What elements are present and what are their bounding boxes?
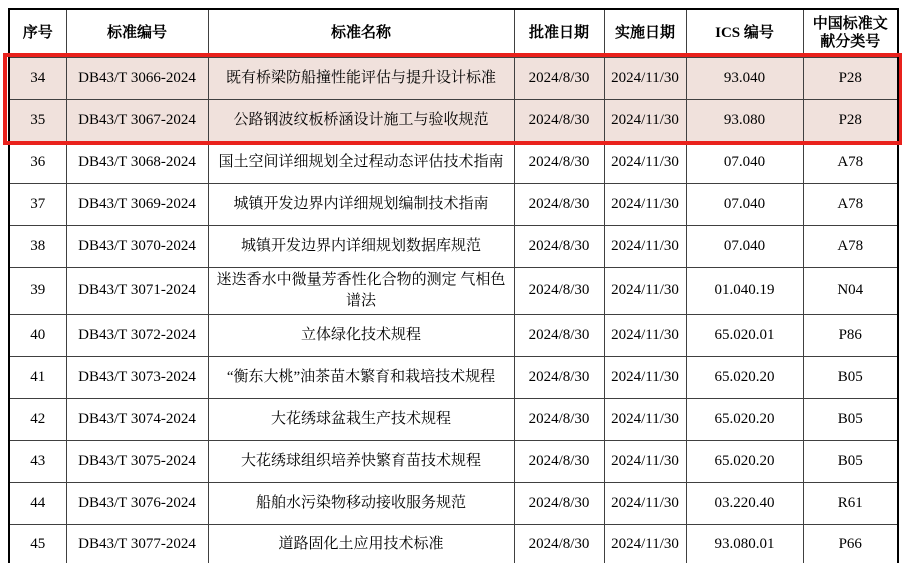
cell-ics: 65.020.20 xyxy=(686,356,803,398)
cell-approval: 2024/8/30 xyxy=(514,440,604,482)
cell-ccs: B05 xyxy=(803,356,898,398)
table-row xyxy=(9,141,898,183)
cell-code: DB43/T 3077-2024 xyxy=(66,524,208,563)
cell-approval: 2024/8/30 xyxy=(514,99,604,141)
cell-implementation: 2024/11/30 xyxy=(604,267,686,314)
table-row xyxy=(9,267,898,314)
cell-code: DB43/T 3073-2024 xyxy=(66,356,208,398)
table-row xyxy=(9,183,898,225)
cell-name: 立体绿化技术规程 xyxy=(208,314,514,356)
cell-approval: 2024/8/30 xyxy=(514,314,604,356)
cell-ics: 07.040 xyxy=(686,141,803,183)
table-body xyxy=(9,57,898,563)
cell-approval: 2024/8/30 xyxy=(514,356,604,398)
cell-approval: 2024/8/30 xyxy=(514,57,604,99)
cell-code: DB43/T 3069-2024 xyxy=(66,183,208,225)
cell-implementation: 2024/11/30 xyxy=(604,356,686,398)
cell-approval: 2024/8/30 xyxy=(514,267,604,314)
cell-implementation: 2024/11/30 xyxy=(604,225,686,267)
column-header-ccs: 中国标准文献分类号 xyxy=(803,9,898,57)
cell-ccs: A78 xyxy=(803,183,898,225)
cell-ccs: P86 xyxy=(803,314,898,356)
cell-code: DB43/T 3076-2024 xyxy=(66,482,208,524)
cell-approval: 2024/8/30 xyxy=(514,482,604,524)
cell-seq: 35 xyxy=(9,99,66,141)
cell-implementation: 2024/11/30 xyxy=(604,141,686,183)
column-header-seq: 序号 xyxy=(9,9,66,57)
cell-implementation: 2024/11/30 xyxy=(604,524,686,563)
cell-seq: 37 xyxy=(9,183,66,225)
cell-ics: 65.020.01 xyxy=(686,314,803,356)
cell-ccs: P28 xyxy=(803,57,898,99)
cell-name: 道路固化土应用技术标准 xyxy=(208,524,514,563)
cell-code: DB43/T 3070-2024 xyxy=(66,225,208,267)
cell-ccs: A78 xyxy=(803,141,898,183)
cell-name: 大花绣球盆栽生产技术规程 xyxy=(208,398,514,440)
cell-seq: 34 xyxy=(9,57,66,99)
cell-ics: 07.040 xyxy=(686,183,803,225)
cell-ics: 93.080 xyxy=(686,99,803,141)
cell-name: 大花绣球组织培养快繁育苗技术规程 xyxy=(208,440,514,482)
cell-ccs: R61 xyxy=(803,482,898,524)
cell-name: 公路钢波纹板桥涵设计施工与验收规范 xyxy=(208,99,514,141)
cell-name: 既有桥梁防船撞性能评估与提升设计标准 xyxy=(208,57,514,99)
cell-name: “衡东大桃”油茶苗木繁育和栽培技术规程 xyxy=(208,356,514,398)
cell-code: DB43/T 3072-2024 xyxy=(66,314,208,356)
header-row xyxy=(9,9,898,57)
column-header-code: 标准编号 xyxy=(66,9,208,57)
cell-name: 迷迭香水中微量芳香性化合物的测定 气相色谱法 xyxy=(208,267,514,314)
cell-seq: 39 xyxy=(9,267,66,314)
cell-approval: 2024/8/30 xyxy=(514,183,604,225)
cell-code: DB43/T 3071-2024 xyxy=(66,267,208,314)
table-row xyxy=(9,314,898,356)
cell-name: 城镇开发边界内详细规划数据库规范 xyxy=(208,225,514,267)
column-header-ics: ICS 编号 xyxy=(686,9,803,57)
cell-seq: 38 xyxy=(9,225,66,267)
cell-approval: 2024/8/30 xyxy=(514,524,604,563)
cell-code: DB43/T 3075-2024 xyxy=(66,440,208,482)
table-row xyxy=(9,524,898,563)
cell-ics: 01.040.19 xyxy=(686,267,803,314)
cell-approval: 2024/8/30 xyxy=(514,225,604,267)
cell-ccs: P66 xyxy=(803,524,898,563)
cell-seq: 36 xyxy=(9,141,66,183)
column-header-approval: 批准日期 xyxy=(514,9,604,57)
cell-seq: 42 xyxy=(9,398,66,440)
table-row xyxy=(9,356,898,398)
cell-name: 国土空间详细规划全过程动态评估技术指南 xyxy=(208,141,514,183)
cell-code: DB43/T 3074-2024 xyxy=(66,398,208,440)
cell-name: 城镇开发边界内详细规划编制技术指南 xyxy=(208,183,514,225)
cell-ics: 07.040 xyxy=(686,225,803,267)
cell-implementation: 2024/11/30 xyxy=(604,57,686,99)
cell-code: DB43/T 3067-2024 xyxy=(66,99,208,141)
cell-implementation: 2024/11/30 xyxy=(604,99,686,141)
cell-seq: 41 xyxy=(9,356,66,398)
table-row xyxy=(9,440,898,482)
standards-table xyxy=(8,8,899,563)
cell-implementation: 2024/11/30 xyxy=(604,398,686,440)
cell-name: 船舶水污染物移动接收服务规范 xyxy=(208,482,514,524)
cell-implementation: 2024/11/30 xyxy=(604,314,686,356)
cell-approval: 2024/8/30 xyxy=(514,141,604,183)
column-header-implementation: 实施日期 xyxy=(604,9,686,57)
cell-seq: 43 xyxy=(9,440,66,482)
cell-ics: 65.020.20 xyxy=(686,440,803,482)
cell-ics: 03.220.40 xyxy=(686,482,803,524)
cell-seq: 44 xyxy=(9,482,66,524)
cell-seq: 40 xyxy=(9,314,66,356)
cell-implementation: 2024/11/30 xyxy=(604,440,686,482)
cell-ics: 65.020.20 xyxy=(686,398,803,440)
cell-implementation: 2024/11/30 xyxy=(604,183,686,225)
cell-ccs: N04 xyxy=(803,267,898,314)
table-row xyxy=(9,57,898,99)
cell-ccs: B05 xyxy=(803,440,898,482)
cell-ccs: P28 xyxy=(803,99,898,141)
cell-ics: 93.080.01 xyxy=(686,524,803,563)
cell-ics: 93.040 xyxy=(686,57,803,99)
cell-ccs: B05 xyxy=(803,398,898,440)
column-header-name: 标准名称 xyxy=(208,9,514,57)
table-header xyxy=(9,9,898,57)
table-row xyxy=(9,99,898,141)
cell-ccs: A78 xyxy=(803,225,898,267)
cell-seq: 45 xyxy=(9,524,66,563)
table-row xyxy=(9,225,898,267)
table-row xyxy=(9,482,898,524)
table-row xyxy=(9,398,898,440)
cell-implementation: 2024/11/30 xyxy=(604,482,686,524)
cell-code: DB43/T 3066-2024 xyxy=(66,57,208,99)
cell-approval: 2024/8/30 xyxy=(514,398,604,440)
cell-code: DB43/T 3068-2024 xyxy=(66,141,208,183)
